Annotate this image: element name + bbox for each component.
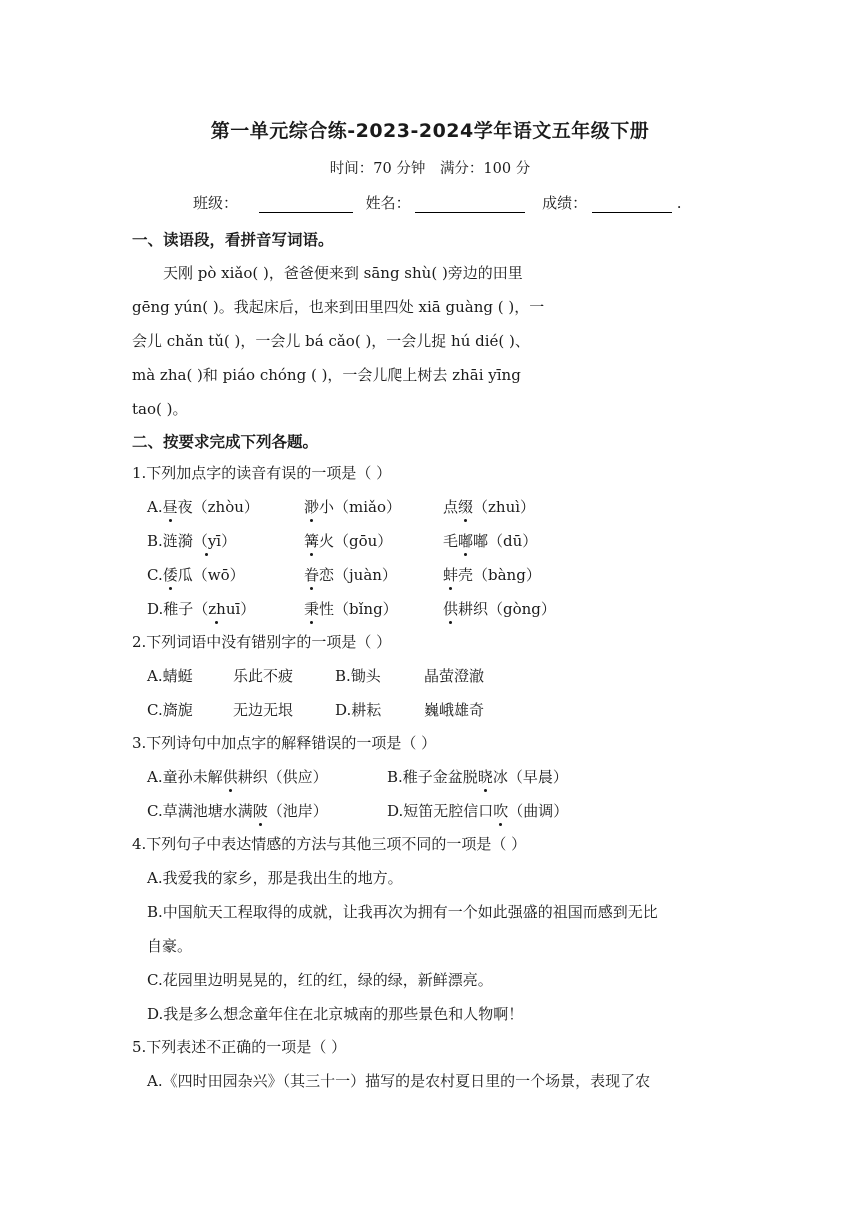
exam-meta (0, 157, 860, 178)
q3-c-text-2: （池岸） (267, 802, 328, 820)
q3-option-b (387, 766, 568, 787)
q1-option-a-2 (304, 496, 401, 517)
q3-option-c (147, 800, 328, 821)
q4-option-d: D.我是多么想念童年住在北京城南的那些景色和人物啊！ (147, 1005, 524, 1023)
section1-line-4: mà zha( )和 piáo chóng ( )，一会儿爬上树去 zhāi yīng (132, 366, 521, 384)
student-info (193, 192, 682, 213)
q1-option-d-3 (443, 598, 556, 619)
q1-c-dotted-1: 倭 (162, 566, 178, 584)
q1-option-b-3 (443, 530, 537, 551)
q3-c-dotted: 陂 (252, 802, 268, 820)
q2-option-b-word2: 晶萤澄澈 (424, 667, 485, 685)
q1-b-dotted-1: 漪（yī） (177, 532, 237, 550)
q1-d-text-0: 稚 (163, 600, 179, 618)
q1-c-label: C. (147, 566, 163, 584)
q3-b-dotted: 晓 (477, 768, 493, 786)
q1-d-dotted-2: 秉 (304, 600, 320, 618)
section1-line-2: gēng yún( )。我起床后，也来到田里四处 xiā guàng ( )，一 (132, 298, 545, 316)
q3-d-text-2: （曲调） (508, 802, 569, 820)
q1-b-dotted-3: 嘟 (458, 532, 474, 550)
name-blank[interactable] (415, 196, 525, 213)
q1-stem: 1.下列加点字的读音有误的一项是（ ） (132, 464, 392, 482)
q3-option-a (147, 766, 328, 787)
q1-option-b-2 (304, 530, 392, 551)
q4-option-b: B.中国航天工程取得的成就，让我再次为拥有一个如此强盛的祖国而感到无比 (147, 903, 658, 921)
section1-line-3: 会儿 chǎn tǔ( )，一会儿 bá cǎo( )，一会儿捉 hú dié( )、 (132, 332, 530, 350)
q3-c-text-1: C.草满池塘水满 (147, 802, 253, 820)
q1-c-dotted-3: 蚌 (443, 566, 459, 584)
section2-heading: 二、按要求完成下列各题。 (132, 433, 319, 451)
q1-a-text-3b: （zhuì） (473, 498, 536, 516)
q2-option-a-word2: 乐此不疲 (233, 667, 294, 685)
q2-option-c-word2: 无边无垠 (233, 701, 294, 719)
q1-a-label: A. (147, 498, 163, 516)
q2-option-b-word1: B.锄头 (335, 667, 381, 685)
q3-a-text-1: A.童孙未解 (147, 768, 223, 786)
q3-d-text-1: D.短笛无腔信口 (387, 802, 494, 820)
name-label: 姓名： (365, 194, 411, 212)
class-label: 班级： (193, 194, 239, 212)
q1-option-c-1 (147, 564, 245, 585)
q2-option-a-word1: A.蜻蜓 (147, 667, 193, 685)
q1-d-label: D. (147, 600, 164, 618)
q4-stem: 4.下列句子中表达情感的方法与其他三项不同的一项是（ ） (132, 835, 527, 853)
q1-option-c-3 (443, 564, 541, 585)
q1-b-label: B. (147, 532, 163, 550)
page-title: 第一单元综合练-2023-2024学年语文五年级下册 (210, 120, 650, 142)
q1-a-dotted-1: 昼 (162, 498, 178, 516)
section1-heading: 一、读语段，看拼音写词语。 (132, 231, 334, 249)
q1-b-text-3a: 毛 (443, 532, 459, 550)
q1-b-dotted-2: 篝 (304, 532, 320, 550)
q3-d-dotted: 吹 (493, 802, 509, 820)
q1-a-text-2: 小（miǎo） (319, 498, 402, 516)
q1-d-text-2: 性（bǐng） (319, 600, 398, 618)
q2-option-c-word1: C.旖旎 (147, 701, 193, 719)
q3-b-text-2: 冰（早晨） (492, 768, 568, 786)
q1-d-dotted-1: 子（zhuī） (178, 600, 256, 618)
q1-b-text-0: 涟 (162, 532, 178, 550)
q1-c-text-1: 瓜（wō） (177, 566, 245, 584)
q3-b-text-1: B.稚子金盆脱 (387, 768, 478, 786)
q1-option-c-2 (304, 564, 397, 585)
q1-d-dotted-3: 供 (443, 600, 459, 618)
time-limit: 时间：70 分钟 (329, 161, 426, 177)
class-blank[interactable] (259, 196, 353, 213)
q5-stem: 5.下列表述不正确的一项是（ ） (132, 1038, 347, 1056)
q1-option-d-2 (304, 598, 398, 619)
q1-a-dotted-2: 渺 (304, 498, 320, 516)
q2-stem: 2.下列词语中没有错别字的一项是（ ） (132, 633, 392, 651)
q1-a-text-1: 夜（zhòu） (177, 498, 259, 516)
q1-d-text-3: 耕织（gòng） (458, 600, 556, 618)
grade-blank[interactable] (592, 196, 672, 213)
q5-option-a: A.《四时田园杂兴》（其三十一）描写的是农村夏日里的一个场景，表现了农 (147, 1072, 651, 1090)
q1-c-text-2: 恋（juàn） (319, 566, 397, 584)
full-score: 满分：100 分 (439, 161, 531, 177)
q1-a-text-3a: 点 (443, 498, 459, 516)
q1-c-dotted-2: 眷 (304, 566, 320, 584)
q1-c-text-3: 壳（bàng） (458, 566, 541, 584)
q4-option-a: A.我爱我的家乡，那是我出生的地方。 (147, 869, 403, 887)
section1-line-5: tao( )。 (132, 400, 188, 418)
q3-a-text-2: 耕织（供应） (237, 768, 328, 786)
section1-line-1: 天刚 pò xiǎo( )，爸爸便来到 sāng shù( )旁边的田里 (163, 264, 523, 282)
q1-option-b-1 (147, 530, 236, 551)
q3-stem: 3.下列诗句中加点字的解释错误的一项是（ ） (132, 734, 437, 752)
q3-option-d (387, 800, 568, 821)
q1-a-dotted-3: 缀 (458, 498, 474, 516)
q2-option-d-word1: D.耕耘 (335, 701, 382, 719)
q4-option-b-cont: 自豪。 (147, 937, 193, 955)
q1-option-a-1 (147, 496, 259, 517)
q2-option-d-word2: 巍峨雄奇 (424, 701, 485, 719)
q4-option-c: C.花园里边明晃晃的，红的红，绿的绿，新鲜漂亮。 (147, 971, 493, 989)
q1-option-d-1 (147, 598, 255, 619)
q1-b-text-3b: 嘟（dū） (473, 532, 538, 550)
grade-label: 成绩： (542, 194, 588, 212)
q3-a-dotted: 供 (222, 768, 238, 786)
info-end: . (676, 194, 682, 212)
q1-option-a-3 (443, 496, 535, 517)
q1-b-text-2: 火（gōu） (319, 532, 393, 550)
